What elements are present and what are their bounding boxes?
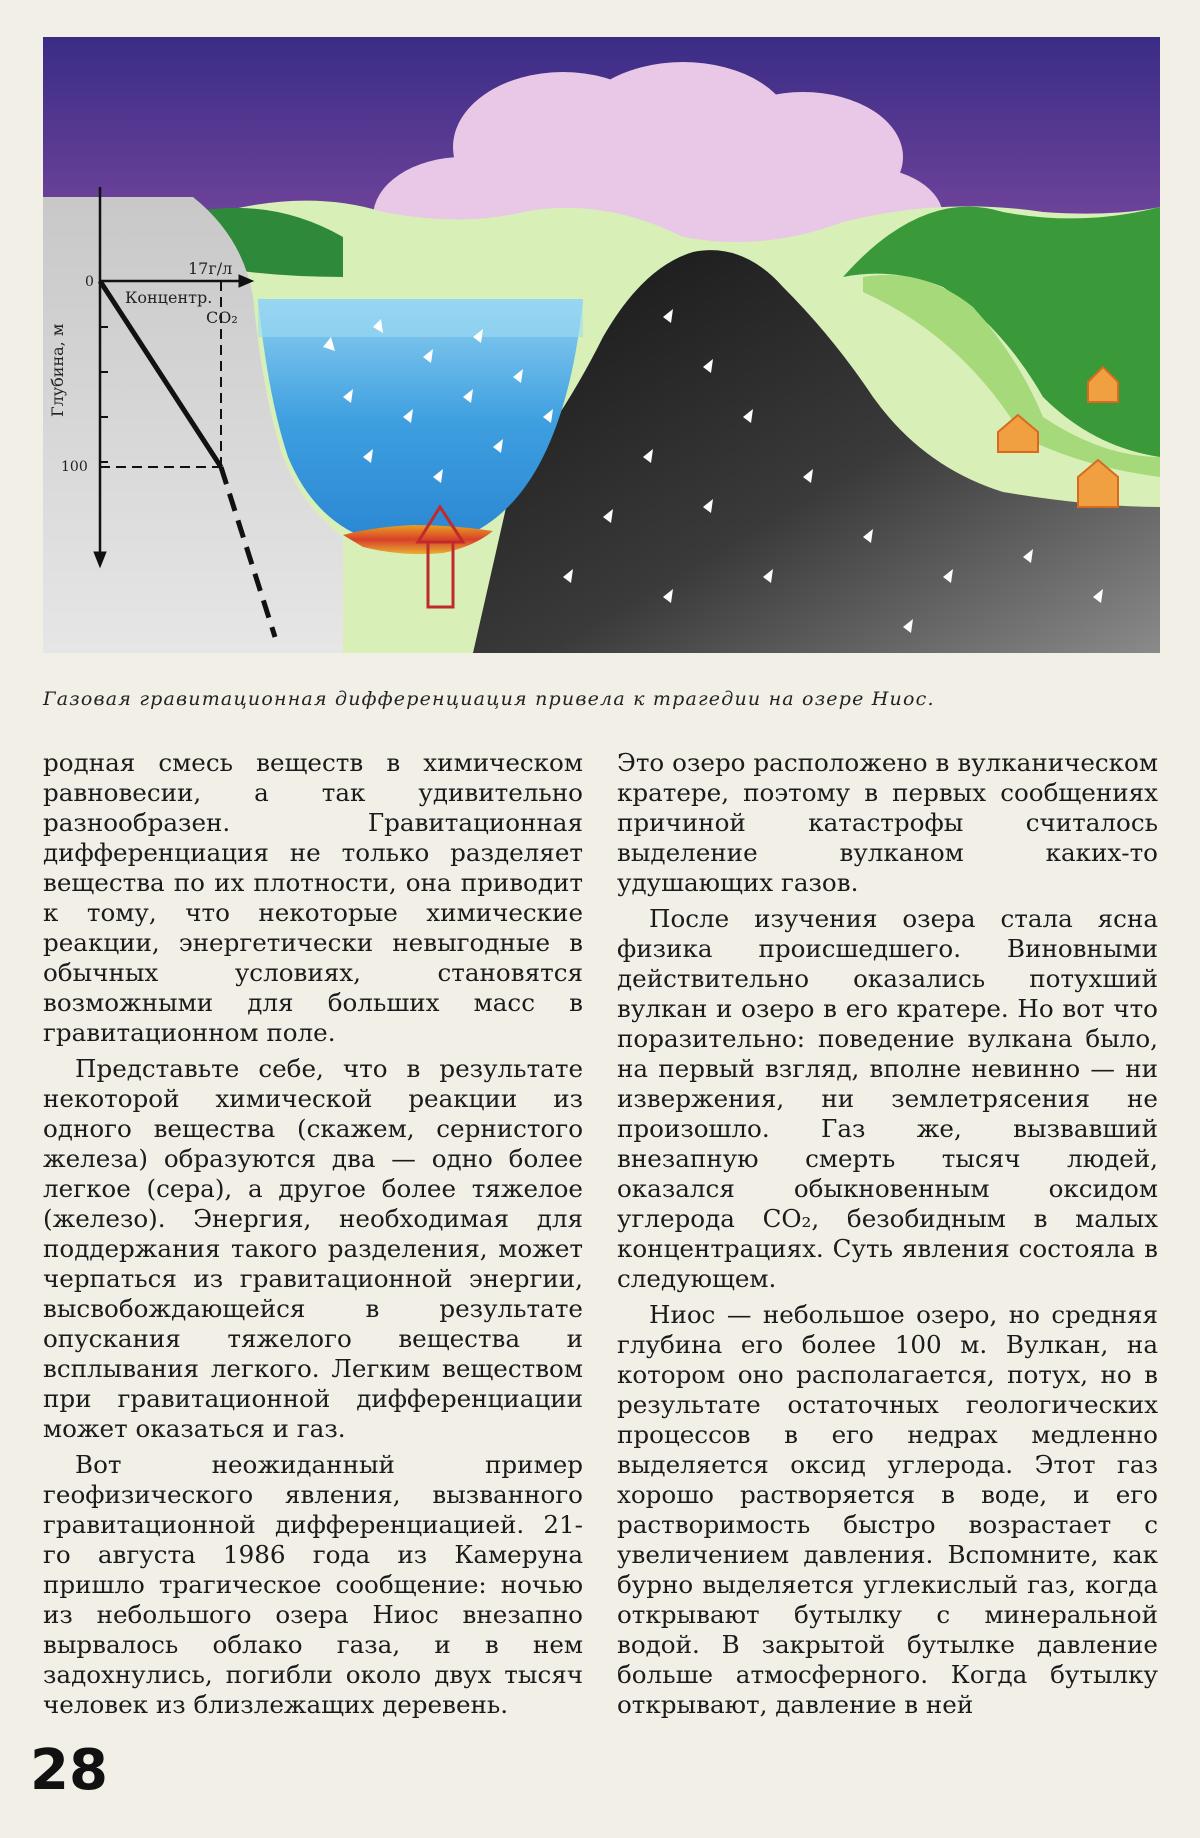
depth-hundred-label: 100 [61,459,88,475]
depth-zero-label: 0 [85,274,94,290]
concentration-label: Концентр. [125,288,213,307]
illustration-svg [43,37,1160,653]
text-column-left [43,748,583,1726]
concentration-value-label: 17г/л [188,259,233,278]
paragraph: Вот неожиданный пример геофизического явления, вызванного гравитационной дифференциацией. 21-го августа 1986 года из Камеруна пришло трагическое сообщение: ночью из небольшого озера Ниос внезапно вырвалось облако газа, и в нем задохнулись, погибли около двух тысяч человек из близлежащих деревень. [43,1450,583,1719]
lake-surface-layer [258,299,583,337]
figure-caption: Газовая гравитационная дифференциация привела к трагедии на озере Ниос. [43,688,935,710]
paragraph: Это озеро расположено в вулканическом кратере, поэтому в первых сообщениях причиной катастрофы считалось выделение вулканом каких-то удушающих газов. [617,748,1158,897]
paragraph: Представьте себе, что в результате некоторой химической реакции из одного вещества (скажем, сернистого железа) образуются два — одно более легкое (сера), а другое более тяжелое (железо). Энергия, необходимая для поддержания такого разделения, может черпаться из гравитационной энергии, высвобождающейся в результате опускания тяжелого вещества и всплывания легкого. Легким веществом при гравитационной дифференциации может оказаться и газ. [43,1054,583,1443]
page-number: 28 [30,1738,108,1803]
text-column-right [617,748,1158,1726]
lake-nyos-illustration [43,37,1160,653]
paragraph: Ниос — небольшое озеро, но средняя глубина его более 100 м. Вулкан, на котором оно располагается, потух, но в результате остаточных геологических процессов в его недрах медленно выделяется оксид углерода. Этот газ хорошо растворяется в воде, и его растворимость быстро возрастает с увеличением давления. Вспомните, как бурно выделяется углекислый газ, когда открывают бутылку с минеральной водой. В закрытой бутылке давление больше атмосферного. Когда бутылку открывают, давление в ней [617,1300,1158,1719]
paragraph: После изучения озера стала ясна физика происшедшего. Виновными действительно оказались потухший вулкан и озеро в его кратере. Но вот что поразительно: поведение вулкана было, на первый взгляд, вполне невинно — ни извержения, ни землетрясения не произошло. Газ же, вызвавший внезапную смерть тысяч людей, оказался обыкновенным оксидом углерода CO₂, безобидным в малых концентрациях. Суть явления состояла в следующем. [617,904,1158,1293]
co2-label: CO₂ [206,308,238,327]
paragraph: родная смесь веществ в химическом равновесии, а так удивительно разнообразен. Гравитационная дифференциация не только разделяет вещества по их плотности, она приводит к тому, что некоторые химические реакции, энергетически невыгодные в обычных условиях, становятся возможными для больших масс в гравитационном поле. [43,748,583,1047]
depth-axis-label: Глубина, м [48,323,67,417]
